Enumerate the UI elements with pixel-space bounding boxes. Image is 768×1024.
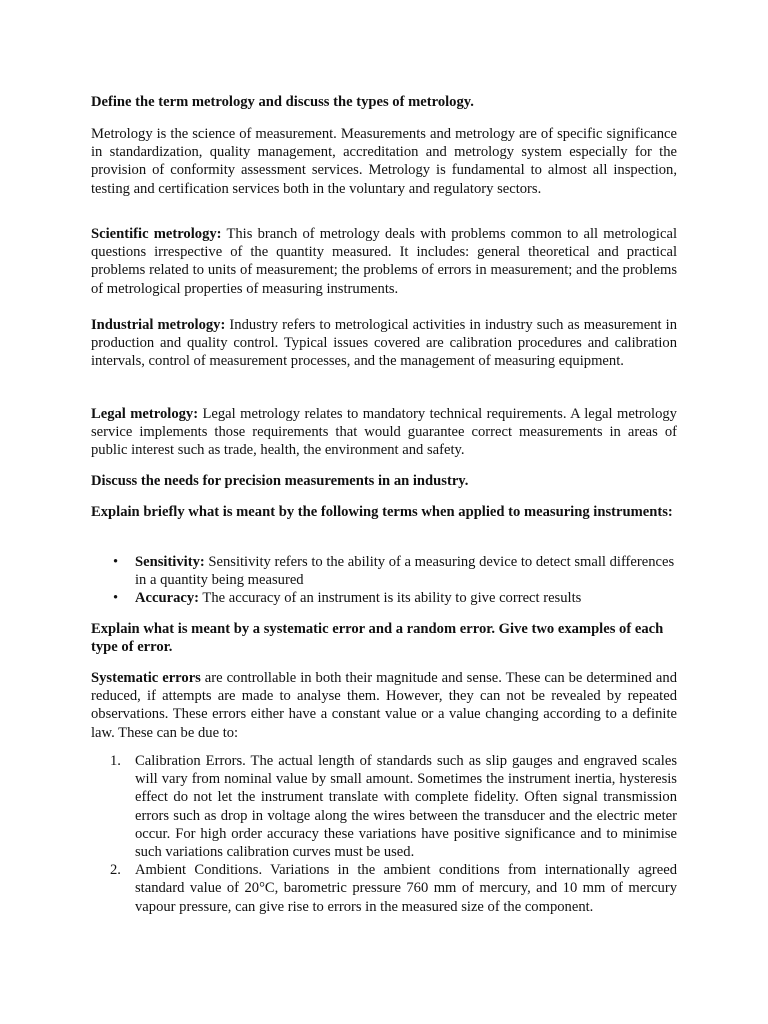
text-sensitivity: Sensitivity refers to the ability of a measuring device to detect small differences in a quantity being measured	[135, 554, 675, 589]
list-number: 1.	[110, 753, 121, 769]
term-legal-metrology: Legal metrology:	[91, 406, 199, 422]
text-ambient-conditions: Ambient Conditions. Variations in the ambient conditions from internationally agreed standard value of 20°C, barometric pressure 760 mm of mercury, and 10 mm of mercury vapour pressure, can give rise to errors in the measured size of the component.	[135, 862, 677, 915]
text-calibration-errors: Calibration Errors. The actual length of standards such as slip gauges and engraved scales will vary from nominal value by small amount. Sometimes the instrument inertia, hysteresis effect do not let the instrument translate with complete fidelity. Often signal transmission errors such as drop in voltage along the wires between the transducer and the electric meter occur. For high order accuracy these variations have positive significance and to minimise such variations calibration curves must be used.	[135, 753, 677, 861]
term-scientific-metrology: Scientific metrology:	[91, 226, 222, 242]
term-accuracy: Accuracy:	[135, 590, 200, 607]
heading-error-types: Explain what is meant by a systematic error and a random error. Give two examples of each type of error.	[91, 621, 664, 656]
list-item-accuracy	[91, 589, 677, 607]
numbered-list	[91, 752, 677, 916]
list-item-ambient-conditions	[91, 861, 677, 916]
list-item-calibration-errors	[91, 752, 677, 861]
term-industrial-metrology: Industrial metrology:	[91, 317, 226, 333]
bullet-icon: •	[113, 590, 119, 607]
bullet-list	[91, 553, 677, 608]
heading-precision-needs: Discuss the needs for precision measurements in an industry.	[91, 473, 469, 489]
text-industrial-metrology: Industry refers to metrological activities in industry such as measurement in production and quality control. Typical issues covered are calibration procedures and calibration intervals, control of measurement processes, and the management of measuring equipment.	[91, 317, 677, 370]
paragraph-systematic-errors	[91, 669, 677, 742]
paragraph-intro: Metrology is the science of measurement. Measurements and metrology are of specific significance in standardization, quality management, accreditation and metrology system especially for the provision of conformity assessment services. Metrology is fundamental to almost all inspection, testing and certification services both in the voluntary and regulatory sectors.	[91, 126, 677, 197]
text-systematic-errors: are controllable in both their magnitude and sense. These can be determined and reduced, if attempts are made to analyse them. However, they can not be revealed by repeated observations. These errors either have a constant value or a value changing according to a definite law. These can be due to:	[91, 670, 677, 741]
heading-instrument-terms: Explain briefly what is meant by the following terms when applied to measuring instruments:	[91, 504, 673, 520]
bullet-icon: •	[113, 554, 119, 570]
text-scientific-metrology: This branch of metrology deals with problems common to all metrological questions irrespective of the quantity measured. It includes: general theoretical and practical problems related to units of measurement; the problems of errors in measurement; and the problems of metrological properties of measuring instruments.	[91, 226, 678, 297]
heading-metrology: Define the term metrology and discuss the types of metrology.	[91, 94, 474, 110]
paragraph-scientific-metrology	[91, 225, 677, 298]
term-systematic-errors: Systematic errors	[91, 670, 201, 686]
list-number: 2.	[110, 862, 121, 879]
paragraph-industrial-metrology	[91, 316, 677, 371]
list-item-sensitivity	[91, 553, 677, 589]
text-accuracy: The accuracy of an instrument is its ability to give correct results	[199, 590, 582, 607]
paragraph-legal-metrology	[91, 405, 677, 460]
term-sensitivity: Sensitivity:	[135, 554, 205, 570]
text-legal-metrology: Legal metrology relates to mandatory technical requirements. A legal metrology service implements those requirements that would guarantee correct measurements in areas of public interest such as trade, health, the environment and safety.	[91, 406, 677, 459]
